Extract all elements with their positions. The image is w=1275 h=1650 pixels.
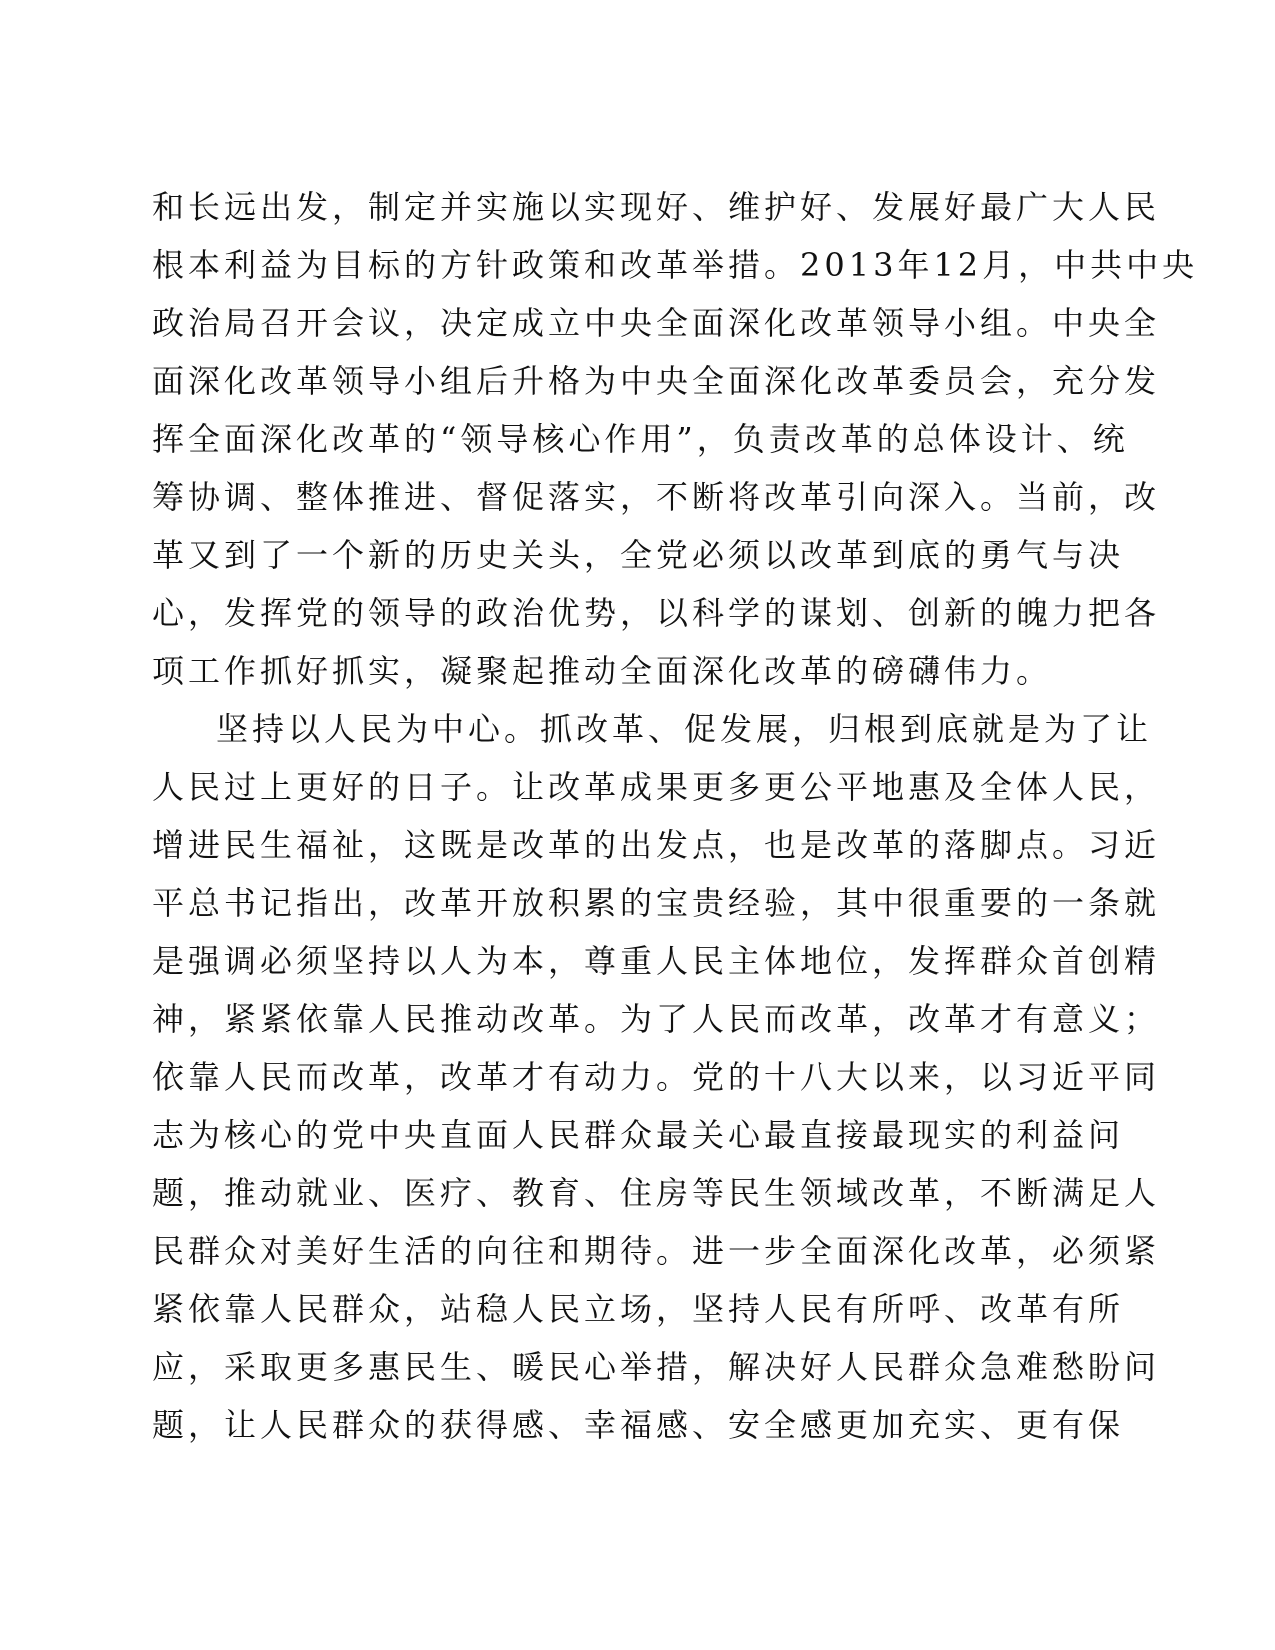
text-line: 题，推动就业、医疗、教育、住房等民生领域改革，不断满足人 <box>152 1174 1161 1212</box>
text-line: 筹协调、整体推进、督促落实，不断将改革引向深入。当前，改 <box>152 478 1161 516</box>
paragraph-2 <box>152 700 1161 1454</box>
text-line: 神，紧紧依靠人民推动改革。为了人民而改革，改革才有意义； <box>152 1000 1161 1038</box>
text-line: 平总书记指出，改革开放积累的宝贵经验，其中很重要的一条就 <box>152 884 1161 922</box>
text-line: 和长远出发，制定并实施以实现好、维护好、发展好最广大人民 <box>152 188 1161 226</box>
text-line: 坚持以人民为中心。抓改革、促发展，归根到底就是为了让 <box>216 710 1153 748</box>
text-line: 面深化改革领导小组后升格为中央全面深化改革委员会，充分发 <box>152 362 1161 400</box>
text-line: 项工作抓好抓实，凝聚起推动全面深化改革的磅礴伟力。 <box>152 652 1053 690</box>
text-line: 依靠人民而改革，改革才有动力。党的十八大以来，以习近平同 <box>152 1058 1161 1096</box>
text-line: 增进民生福祉，这既是改革的出发点，也是改革的落脚点。习近 <box>152 826 1161 864</box>
paragraph-1 <box>152 178 1199 700</box>
text-line: 人民过上更好的日子。让改革成果更多更公平地惠及全体人民， <box>152 768 1161 806</box>
text-line: 应，采取更多惠民生、暖民心举措，解决好人民群众急难愁盼问 <box>152 1348 1161 1386</box>
text-line: 革又到了一个新的历史关头，全党必须以改革到底的勇气与决 <box>152 536 1125 574</box>
text-line: 根本利益为目标的方针政策和改革举措。2013年12月，中共中央 <box>152 246 1199 284</box>
text-line: 民群众对美好生活的向往和期待。进一步全面深化改革，必须紧 <box>152 1232 1161 1270</box>
text-line: 题，让人民群众的获得感、幸福感、安全感更加充实、更有保 <box>152 1406 1125 1444</box>
text-line: 志为核心的党中央直面人民群众最关心最直接最现实的利益问 <box>152 1116 1125 1154</box>
text-line: 紧依靠人民群众，站稳人民立场，坚持人民有所呼、改革有所 <box>152 1290 1125 1328</box>
text-line: 政治局召开会议，决定成立中央全面深化改革领导小组。中央全 <box>152 304 1161 342</box>
text-line: 心，发挥党的领导的政治优势，以科学的谋划、创新的魄力把各 <box>152 594 1161 632</box>
body-text <box>152 178 1199 1454</box>
text-line: 是强调必须坚持以人为本，尊重人民主体地位，发挥群众首创精 <box>152 942 1161 980</box>
text-line: 挥全面深化改革的“领导核心作用”，负责改革的总体设计、统 <box>152 420 1129 458</box>
